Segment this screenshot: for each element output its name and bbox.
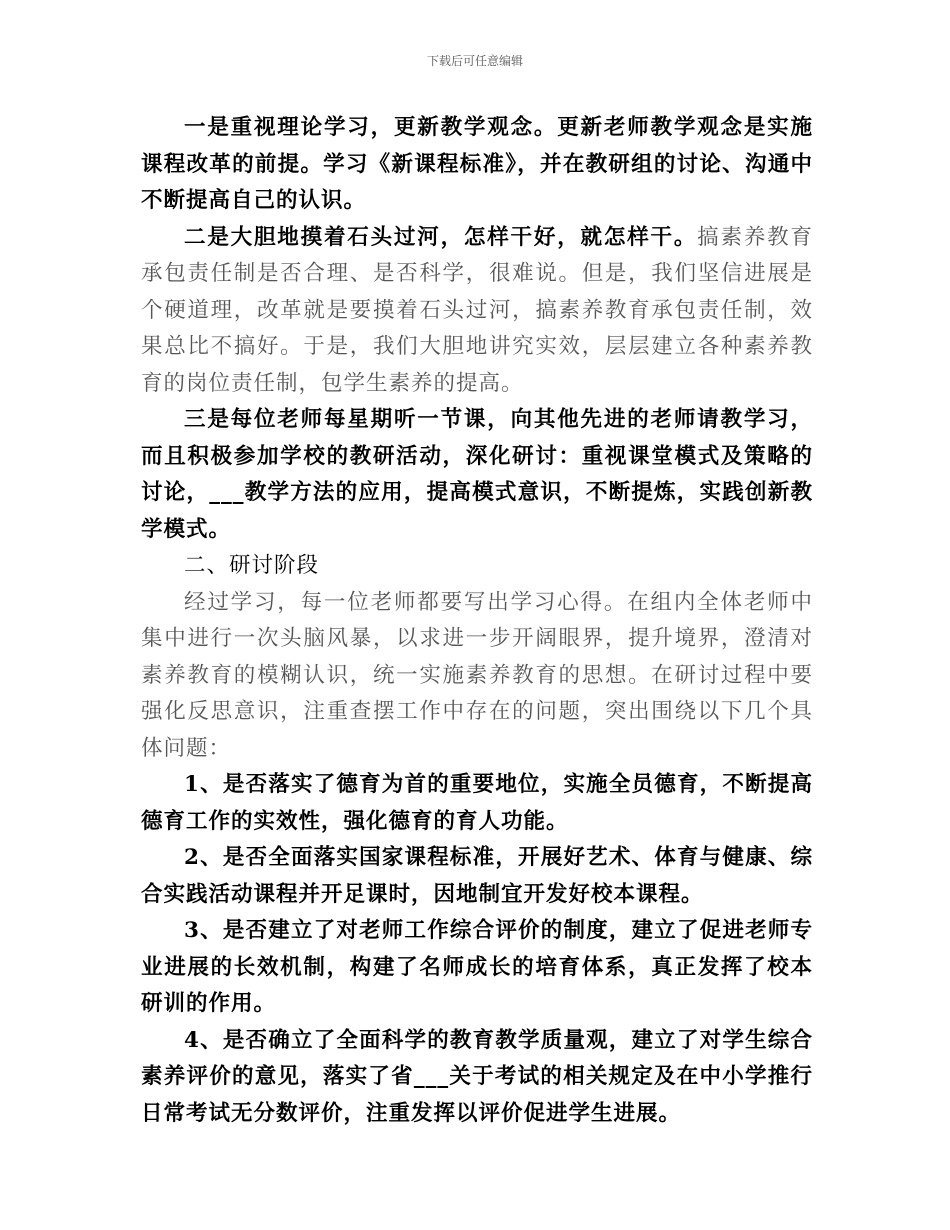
paragraph-2 — [141, 220, 813, 403]
paragraph-5: 经过学习，每一位老师都要写出学习心得。在组内全体老师中集中进行一次头脑风暴，以求进一步开阔眼界，提升境界，澄清对素养教育的模糊认识，统一实施素养教育的思想。在研讨过程中要强化反思意识，注重查摆工作中存在的问题，突出围绕以下几个具体问题： — [141, 589, 813, 761]
list-item-2: 2、是否全面落实国家课程标准，开展好艺术、体育与健康、综合实践活动课程并开足课时，因地制宜开发好校本课程。 — [141, 845, 813, 907]
list-item-3: 3、是否建立了对老师工作综合评价的制度，建立了促进老师专业进展的长效机制，构建了名师成长的培育体系，真正发挥了校本研训的作用。 — [141, 918, 813, 1016]
section-heading: 二、研讨阶段 — [184, 553, 320, 578]
paragraph-2-lead: 二是大胆地摸着石头过河，怎样干好，就怎样干。 — [184, 224, 698, 250]
list-item-1: 1、是否落实了德育为首的重要地位，实施全员德育，不断提高德育工作的实效性，强化德育的育人功能。 — [141, 772, 813, 834]
list-item-4: 4、是否确立了全面科学的教育教学质量观，建立了对学生综合素养评价的意见，落实了省___关于考试的相关规定及在中小学推行日常考试无分数评价，注重发挥以评价促进学生进展。 — [141, 1027, 813, 1126]
paragraph-1: 一是重视理论学习，更新教学观念。更新老师教学观念是实施课程改革的前提。学习《新课程标准》，并在教研组的讨论、沟通中不断提高自己的认识。 — [141, 115, 813, 213]
document-body — [141, 110, 813, 1132]
paragraph-2-body: 搞素养教育承包责任制是否合理、是否科学，很难说。但是，我们坚信进展是个硬道理，改革就是要摸着石头过河，搞素养教育承包责任制，效果总比不搞好。于是，我们大胆地讲究实效，层层建立各种素养教育的岗位责任制，包学生素养的提高。 — [141, 224, 813, 396]
paragraph-3: 三是每位老师每星期听一节课，向其他先进的老师请教学习，而且积极参加学校的教研活动，深化研讨：重视课堂模式及策略的讨论，___教学方法的应用，提高模式意识，不断提炼，实践创新教学模式。 — [141, 407, 813, 542]
page-header-note: 下载后可任意编辑 — [426, 54, 523, 68]
